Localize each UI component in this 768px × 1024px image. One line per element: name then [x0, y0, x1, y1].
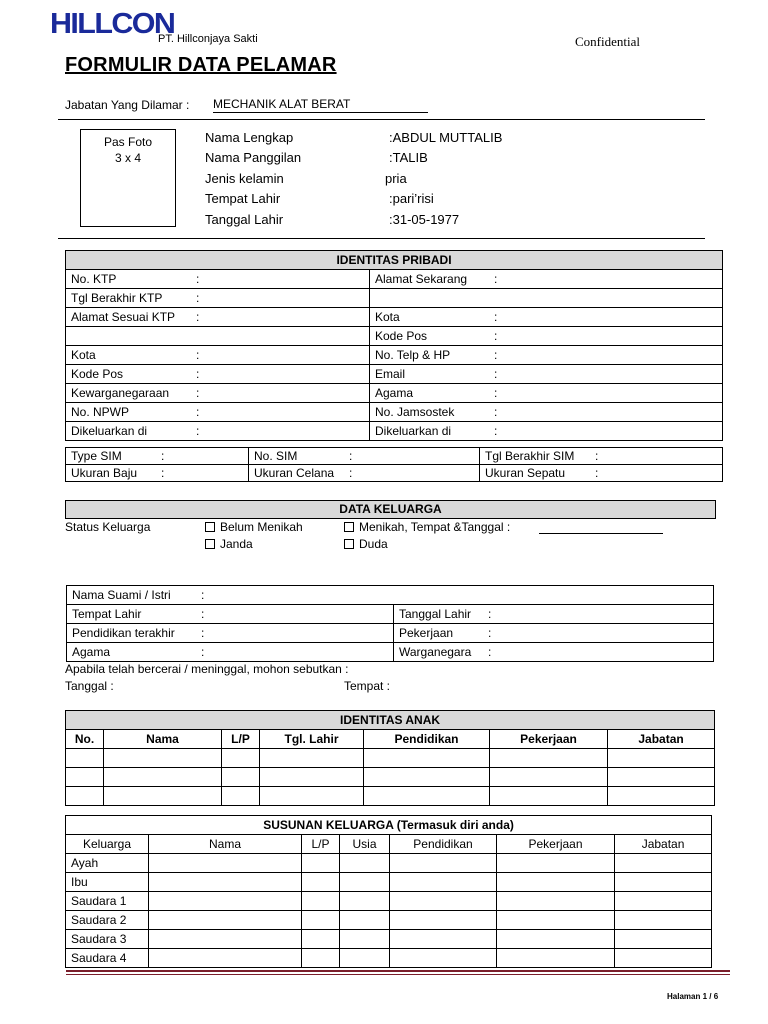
bio-label-nickname: Nama Panggilan	[205, 150, 302, 165]
family-status-label: Status Keluarga	[65, 520, 151, 534]
field-sim-type[interactable]: Type SIM :	[66, 448, 249, 465]
col-header: Nama	[149, 835, 302, 854]
table-row: Ibu	[66, 873, 712, 892]
col-header: Pendidikan	[390, 835, 497, 854]
checkbox-icon[interactable]	[344, 522, 354, 532]
field-spouse-education[interactable]: Pendidikan terakhir :	[67, 624, 394, 643]
photo-size: 3 x 4	[114, 151, 141, 165]
option-widower[interactable]: Duda	[344, 537, 388, 551]
field-spouse-citizenship[interactable]: Warganegara :	[394, 643, 714, 662]
divorce-place[interactable]: Tempat :	[344, 679, 391, 693]
field-sim-expiry[interactable]: Tgl Berakhir SIM :	[480, 448, 723, 465]
photo-label: Pas Foto	[103, 135, 153, 149]
divider	[58, 119, 705, 120]
personal-identity-table	[65, 250, 723, 441]
col-header: Pekerjaan	[497, 835, 615, 854]
field-spouse-religion[interactable]: Agama :	[67, 643, 394, 662]
page-number: Halaman 1 / 6	[667, 992, 719, 1001]
spouse-table	[66, 585, 714, 662]
bio-label-gender: Jenis kelamin	[205, 171, 284, 186]
field-current-address-cont[interactable]	[370, 289, 723, 308]
divorce-date[interactable]: Tanggal :	[65, 679, 114, 693]
bio-value-birthdate: :31-05-1977	[389, 212, 460, 227]
bio-value-birthplace: :pari’risi	[389, 191, 434, 206]
bio-label-birthplace: Tempat Lahir	[205, 191, 281, 206]
confidential-label: Confidential	[575, 34, 640, 49]
position-value: MECHANIK ALAT BERAT	[213, 97, 428, 113]
field-spouse-birthplace[interactable]: Tempat Lahir :	[67, 605, 394, 624]
col-header: Tgl. Lahir	[260, 730, 364, 749]
option-single[interactable]: Belum Menikah	[205, 520, 303, 534]
field-shoe-size[interactable]: Ukuran Sepatu :	[480, 465, 723, 482]
checkbox-icon[interactable]	[344, 539, 354, 549]
footer-rule	[66, 970, 730, 972]
col-header: Jabatan	[608, 730, 715, 749]
field-current-address[interactable]: Alamat Sekarang :	[370, 270, 723, 289]
field-ktp-address-cont[interactable]	[66, 327, 370, 346]
company-logo: HILLCON	[50, 8, 175, 40]
photo-box	[80, 129, 176, 227]
children-table	[65, 710, 715, 806]
col-header: Keluarga	[66, 835, 149, 854]
field-ktp-expiry[interactable]: Tgl Berakhir KTP :	[66, 289, 370, 308]
col-header: Usia	[340, 835, 390, 854]
field-npwp[interactable]: No. NPWP :	[66, 403, 370, 422]
field-ktp-address[interactable]: Alamat Sesuai KTP :	[66, 308, 370, 327]
col-header: Jabatan	[615, 835, 712, 854]
field-pants-size[interactable]: Ukuran Celana :	[249, 465, 480, 482]
col-header: No.	[66, 730, 104, 749]
col-header: L/P	[222, 730, 260, 749]
field-spouse-job[interactable]: Pekerjaan :	[394, 624, 714, 643]
company-name: PT. Hillconjaya Sakti	[158, 33, 258, 45]
field-npwp-issued[interactable]: Dikeluarkan di :	[66, 422, 370, 441]
table-row: Saudara 3	[66, 930, 712, 949]
page-title: FORMULIR DATA PELAMAR	[65, 54, 337, 76]
table-row: Saudara 1	[66, 892, 712, 911]
position-label: Jabatan Yang Dilamar :	[65, 98, 190, 112]
col-header: L/P	[302, 835, 340, 854]
divider	[58, 238, 705, 239]
table-row: Saudara 2	[66, 911, 712, 930]
footer-rule-thin	[66, 974, 730, 975]
table-row	[66, 768, 715, 787]
divorce-note: Apabila telah bercerai / meninggal, mohon sebutkan :	[65, 662, 349, 676]
table-row: Saudara 4	[66, 949, 712, 968]
col-header: Pekerjaan	[490, 730, 608, 749]
bio-label-name: Nama Lengkap	[205, 130, 294, 145]
bio-value-name: :ABDUL MUTTALIB	[389, 130, 503, 145]
field-postcode-ktp[interactable]: Kode Pos :	[66, 365, 370, 384]
field-postcode-current[interactable]: Kode Pos :	[370, 327, 723, 346]
field-jamsostek-issued[interactable]: Dikeluarkan di :	[370, 422, 723, 441]
field-shirt-size[interactable]: Ukuran Baju :	[66, 465, 249, 482]
table-row	[66, 749, 715, 768]
section-title-family: DATA KELUARGA	[65, 500, 716, 519]
field-spouse-birthdate[interactable]: Tanggal Lahir :	[394, 605, 714, 624]
table-row: Ayah	[66, 854, 712, 873]
option-married[interactable]: Menikah, Tempat &Tanggal :	[344, 520, 510, 534]
bio-value-gender: pria	[385, 171, 407, 186]
field-email[interactable]: Email :	[370, 365, 723, 384]
field-spouse-name[interactable]: Nama Suami / Istri :	[67, 586, 714, 605]
checkbox-icon[interactable]	[205, 539, 215, 549]
field-citizenship[interactable]: Kewarganegaraan :	[66, 384, 370, 403]
field-jamsostek[interactable]: No. Jamsostek :	[370, 403, 723, 422]
field-ktp[interactable]: No. KTP :	[66, 270, 370, 289]
section-title-children: IDENTITAS ANAK	[66, 711, 715, 730]
section-title-structure: SUSUNAN KELUARGA (Termasuk diri anda)	[66, 816, 712, 835]
field-phone[interactable]: No. Telp & HP :	[370, 346, 723, 365]
field-city-ktp[interactable]: Kota :	[66, 346, 370, 365]
section-title: IDENTITAS PRIBADI	[66, 251, 723, 270]
table-row	[66, 787, 715, 806]
col-header: Pendidikan	[364, 730, 490, 749]
family-structure-table	[65, 815, 712, 968]
bio-value-nickname: :TALIB	[389, 150, 428, 165]
field-sim-number[interactable]: No. SIM :	[249, 448, 480, 465]
married-line[interactable]	[539, 533, 663, 534]
option-widow[interactable]: Janda	[205, 537, 253, 551]
bio-label-birthdate: Tanggal Lahir	[205, 212, 284, 227]
field-city-current[interactable]: Kota :	[370, 308, 723, 327]
col-header: Nama	[104, 730, 222, 749]
field-religion[interactable]: Agama :	[370, 384, 723, 403]
sim-size-table	[65, 447, 723, 482]
checkbox-icon[interactable]	[205, 522, 215, 532]
